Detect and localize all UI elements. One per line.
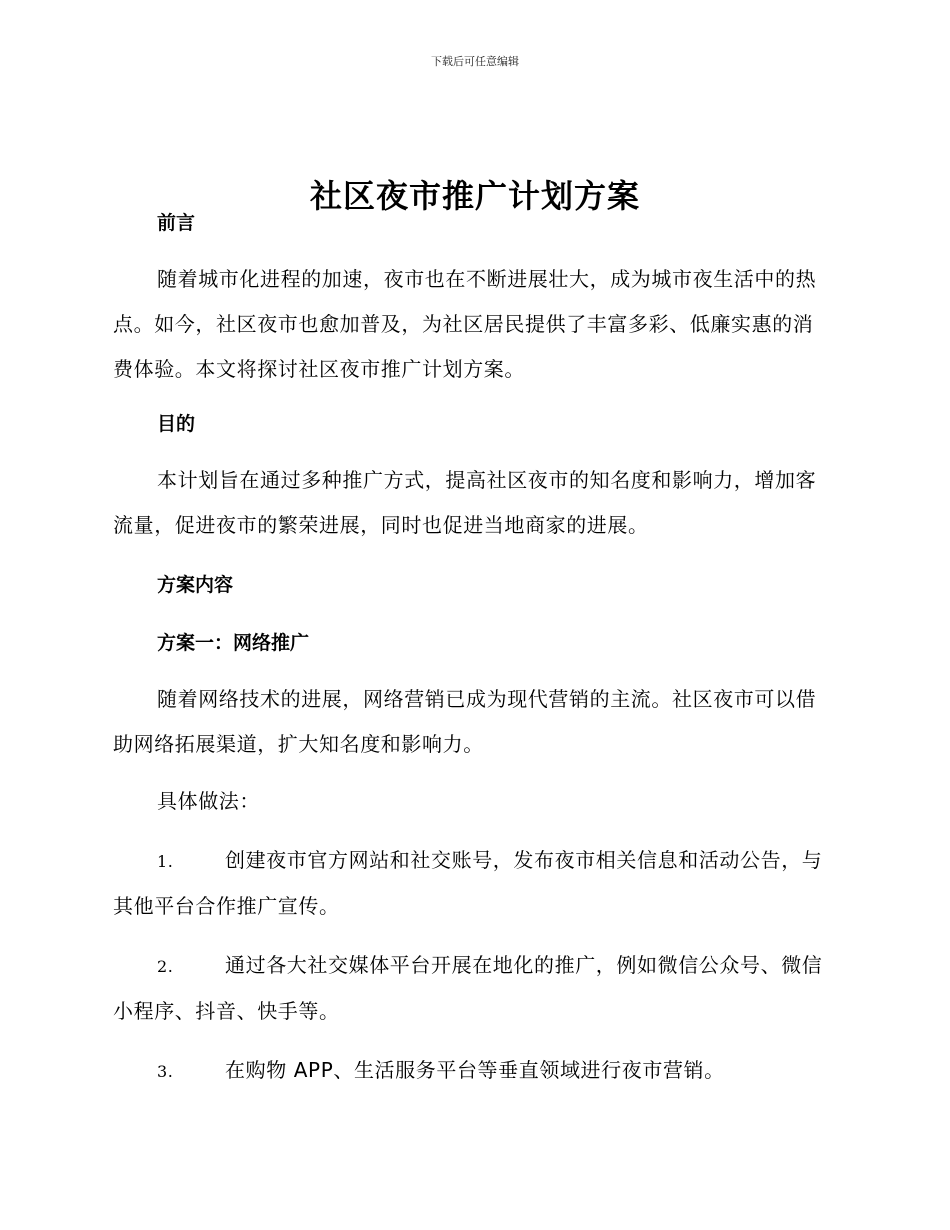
preface-paragraph: 随着城市化进程的加速，夜市也在不断进展壮大，成为城市夜生活中的热点。如今，社区夜市也愈加普及，为社区居民提供了丰富多彩、低廉实惠的消费体验。本文将探讨社区夜市推广计划方案。 [113,267,817,381]
list-item-number: 3. [157,1062,174,1081]
plan1-paragraph: 随着网络技术的进展，网络营销已成为现代营销的主流。社区夜市可以借助网络拓展渠道，扩大知名度和影响力。 [113,687,817,756]
document-body [113,205,833,1094]
content-heading: 方案内容 [157,574,234,596]
list-item-text: 通过各大社交媒体平台开展在地化的推广，例如微信公众号、微信小程序、抖音、快手等。 [113,953,823,1023]
purpose-paragraph: 本计划旨在通过多种推广方式，提高社区夜市的知名度和影响力，增加客流量，促进夜市的繁荣进展，同时也促进当地商家的进展。 [113,468,817,537]
list-item-number: 1. [157,852,174,871]
document-title: 社区夜市推广计划方案 [309,177,640,216]
list-item-text: 在购物 APP、生活服务平台等垂直领域进行夜市营销。 [225,1058,725,1082]
list-item [113,1048,833,1094]
method-label: 具体做法： [157,789,260,813]
header-note: 下载后可任意编辑 [431,55,519,68]
list-item-text: 创建夜市官方网站和社交账号，发布夜市相关信息和活动公告，与其他平台合作推广宣传。 [113,848,823,918]
preface-heading: 前言 [157,212,196,234]
list-item-number: 2. [157,957,174,976]
purpose-heading: 目的 [157,413,196,435]
list-item [113,943,833,1034]
list-item [113,838,833,929]
plan1-heading: 方案一：网络推广 [157,632,310,654]
